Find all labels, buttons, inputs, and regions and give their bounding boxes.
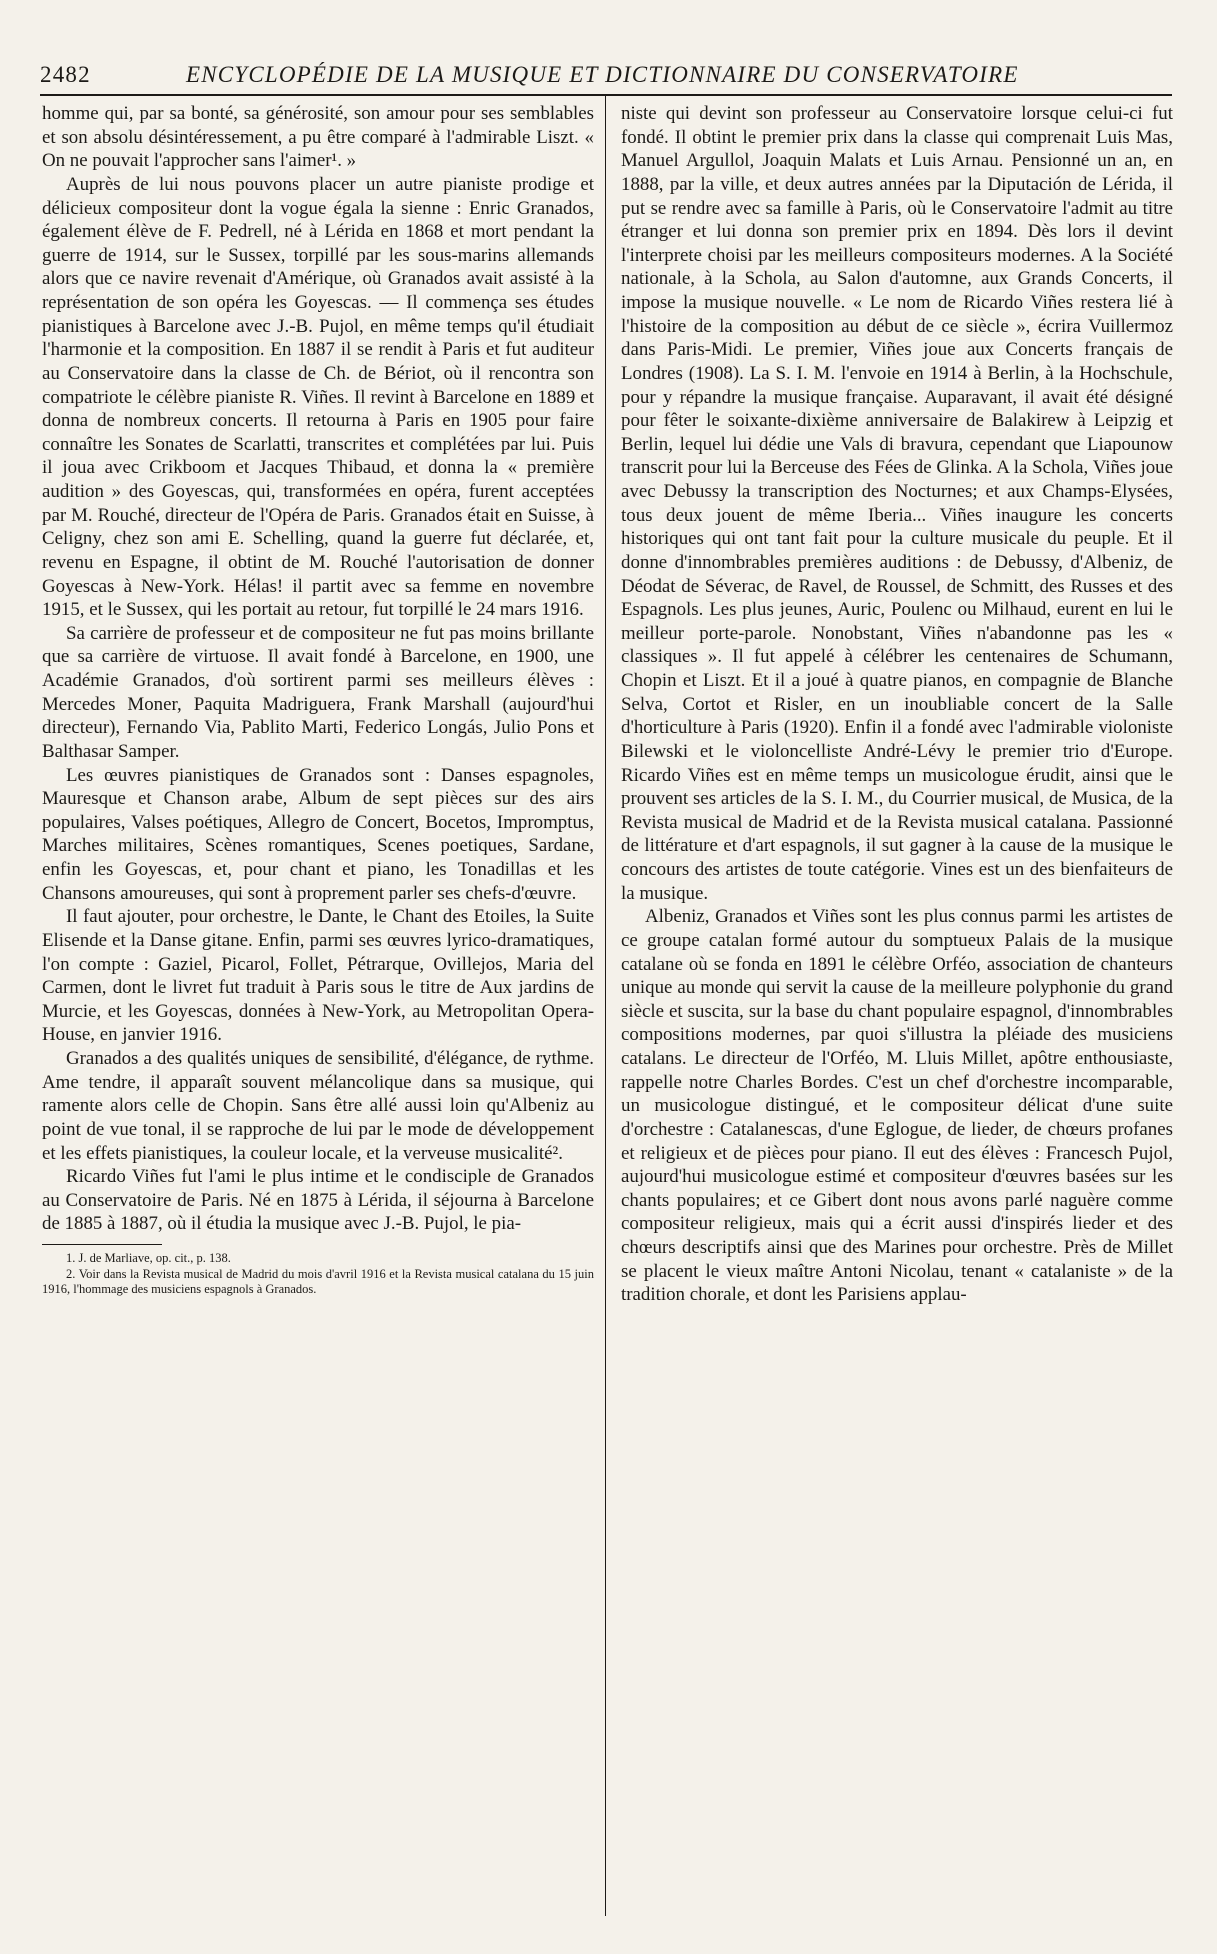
paragraph: homme qui, par sa bonté, sa générosité, son amour pour ses semblables et son absolu désintéressement, a pu être comparé à l'admirable Liszt. « On ne pouvait l'approcher sans l'aimer¹. »	[42, 103, 594, 172]
paragraph: Les œuvres pianistiques de Granados sont : Danses espagnoles, Mauresque et Chanson arabe, Album de sept pièces sur des airs populaires, Valses poétiques, Allegro de Concert, Bocetos, Impromptus, Marches militaires, Scènes romantiques, Scenes poetiques, Sardane, enfin les Goyescas, et, pour chant et piano, les Tonadillas et les Chansons amoureuses, qui sont à proprement parler ses chefs-d'œuvre.	[42, 764, 594, 904]
paragraph: Auprès de lui nous pouvons placer un autre pianiste prodige et délicieux compositeur dont la vogue égala la sienne : Enric Granados, également élève de F. Pedrell, né à Lérida en 1868 et mort pendant la guerre de 1914, sur le Sussex, torpillé par les sous-marins allemands alors que ce navire revenait d'Amérique, où Granados avait assisté à la représentation de son opéra les Goyescas. — Il commença ses études pianistiques à Barcelone avec J.-B. Pujol, en même temps qu'il étudiait l'harmonie et la composition. En 1887 il se rendit à Paris et fut auditeur au Conservatoire dans la classe de Ch. de Bériot, où il rencontra son compatriote le célèbre pianiste R. Viñes. Il revint à Barcelone en 1889 et donna de nombreux concerts. Il retourna à Paris en 1905 pour faire connaître les Sonates de Scarlatti, transcrites et complétées par lui. Puis il joua avec Crikboom et Jacques Thibaud, et donna la « première audition » des Goyescas, qui, transformées en opéra, furent acceptées par M. Rouché, directeur de l'Opéra de Paris. Granados était en Suisse, à Celigny, chez son ami E. Schelling, quand la guerre fut déclarée, et, revenu en Espagne, il obtint de M. Rouché l'autorisation de donner Goyescas à New-York. Hélas! il partit avec sa femme en novembre 1915, et le Sussex, qui les portait au retour, fut torpillé le 24 mars 1916.	[42, 173, 594, 621]
column-divider	[605, 96, 606, 1916]
paragraph: Sa carrière de professeur et de compositeur ne fut pas moins brillante que sa carrière de virtuose. Il avait fondé à Barcelone, en 1900, une Académie Granados, d'où sortirent parmi ses meilleurs élèves : Mercedes Moner, Paquita Madriguera, Frank Marshall (aujourd'hui directeur), Fernando Via, Pablito Marti, Federico Longás, Julio Pons et Balthasar Samper.	[42, 622, 594, 762]
page-number: 2482	[40, 62, 91, 87]
footnote: 2. Voir dans la Revista musical de Madrid du mois d'avril 1916 et la Revista musical catalana du 15 juin 1916, l'hommage des musiciens espagnols à Granados.	[42, 1266, 594, 1296]
paragraph: Il faut ajouter, pour orchestre, le Dante, le Chant des Etoiles, la Suite Elisende et la Danse gitane. Enfin, parmi ses œuvres lyrico-dramatiques, l'on compte : Gaziel, Picarol, Follet, Pétrarque, Ovillejos, Maria del Carmen, dont le livret fut traduit à Paris sous le titre de Aux jardins de Murcie, et les Goyescas, données à New-York, au Metropolitan Opera-House, en janvier 1916.	[42, 906, 594, 1046]
paragraph: Ricardo Viñes fut l'ami le plus intime et le condisciple de Granados au Conservatoire de Paris. Né en 1875 à Lérida, il séjourna à Barcelone de 1885 à 1887, où il étudia la musique avec J.-B. Pujol, le pia-	[42, 1166, 594, 1235]
footnote-rule	[42, 1244, 162, 1245]
running-title: ENCYCLOPÉDIE DE LA MUSIQUE ET DICTIONNAIRE DU CONSERVATOIRE	[186, 62, 1019, 87]
paragraph: Albeniz, Granados et Viñes sont les plus connus parmi les artistes de ce groupe catalan formé autour du somptueux Palais de la musique catalane où se fonda en 1891 le célèbre Orféo, association de chanteurs unique au monde qui servit la cause de la meilleure polyphonie du grand siècle et suscita, sur la base du chant populaire espagnol, d'innombrables compositions modernes, par quoi s'illustra la pléiade des musiciens catalans. Le directeur de l'Orféo, M. Lluis Millet, apôtre enthousiaste, rappelle notre Charles Bordes. C'est un chef d'orchestre incomparable, un musicologue distingué, et le compositeur délicat d'une suite d'orchestre : Catalanescas, d'une Eglogue, de lieder, de chœurs profanes et religieux et de pièces pour piano. Il eut des élèves : Francesch Pujol, aujourd'hui musicologue estimé et compositeur d'œuvres basées sur les chants populaires; et ce Gibert dont nous avons parlé naguère comme compositeur religieux, mais qui a écrit aussi d'inspirés lieder et des chœurs descriptifs ainsi que des Marines pour orchestre. Près de Millet se placent le vieux maître Antoni Nicolau, tenant « catalaniste » de la tradition chorale, et dont les Parisiens applau-	[621, 906, 1173, 1306]
right-column	[621, 102, 1173, 1307]
footnote: 1. J. de Marliave, op. cit., p. 138.	[66, 1251, 231, 1265]
header-rule	[40, 94, 1172, 96]
paragraph: Granados a des qualités uniques de sensibilité, d'élégance, de rythme. Ame tendre, il apparaît souvent mélancolique dans sa musique, qui ramente alors celle de Chopin. Sans être allé aussi loin qu'Albeniz au point de vue tonal, il se rapproche de lui par le mode de développement et les effets pianistiques, la couleur locale, et la verveuse musicalité².	[42, 1048, 594, 1164]
paragraph: niste qui devint son professeur au Conservatoire lorsque celui-ci fut fondé. Il obtint le premier prix dans la classe qui comprenait Luis Mas, Manuel Argullol, Joaquin Malats et Luis Arnau. Pensionné un an, en 1888, par la ville, et deux autres années par la Diputación de Lérida, il put se rendre avec sa famille à Paris, où le Conservatoire l'admit au titre étranger et lui donna son premier prix en 1894. Dès lors il devint l'interprete choisi par les meilleurs compositeurs modernes. A la Société nationale, à la Schola, au Salon d'automne, aux Grands Concerts, il impose la musique nouvelle. « Le nom de Ricardo Viñes restera lié à l'histoire de la composition au début de ce siècle », écrira Vuillermoz dans Paris-Midi. Le premier, Viñes joue aux Concerts français de Londres (1908). La S. I. M. l'envoie en 1914 à Berlin, à la Hochschule, pour y répandre la musique française. Auparavant, il avait été désigné pour fêter le soixante-dixième anniversaire de Balakirew à Leipzig et Berlin, lequel lui dédie une Vals di bravura, cependant que Liapounow transcrit pour lui la Berceuse des Fées de Glinka. A la Schola, Viñes joue avec Debussy la transcription des Nocturnes; et aux Champs-Elysées, tous deux jouent de même Iberia... Viñes inaugure les concerts historiques qui ont tant fait pour la culture musicale du peuple. Et il donne d'innombrables premières auditions : de Debussy, d'Albeniz, de Déodat de Séverac, de Ravel, de Roussel, de Schmitt, des Russes et des Espagnols. Les plus jeunes, Auric, Poulenc ou Milhaud, eurent en lui le meilleur porte-parole. Nonobstant, Viñes n'abandonne pas les « classiques ». Il fut appelé à célébrer les centenaires de Schumann, Chopin et Liszt. Et il a joué à quatre pianos, en compagnie de Blanche Selva, Cortot et Risler, en un inoubliable concert de la Salle d'horticulture à Paris (1920). Enfin il a fondé avec l'admirable violoniste Bilewski et le violoncelliste André-Lévy le premier trio d'Europe. Ricardo Viñes est en même temps un musicologue érudit, ainsi que le prouvent ses articles de la S. I. M., du Courrier musical, de Musica, de la Revista musical de Madrid et de la Revista musical catalana. Passionné de littérature et d'art espagnols, il sut gagner à la cause de la musique le concours des artistes de toute catégorie. Vines est un des bienfaiteurs de la musique.	[621, 103, 1173, 904]
left-column	[42, 102, 594, 1298]
